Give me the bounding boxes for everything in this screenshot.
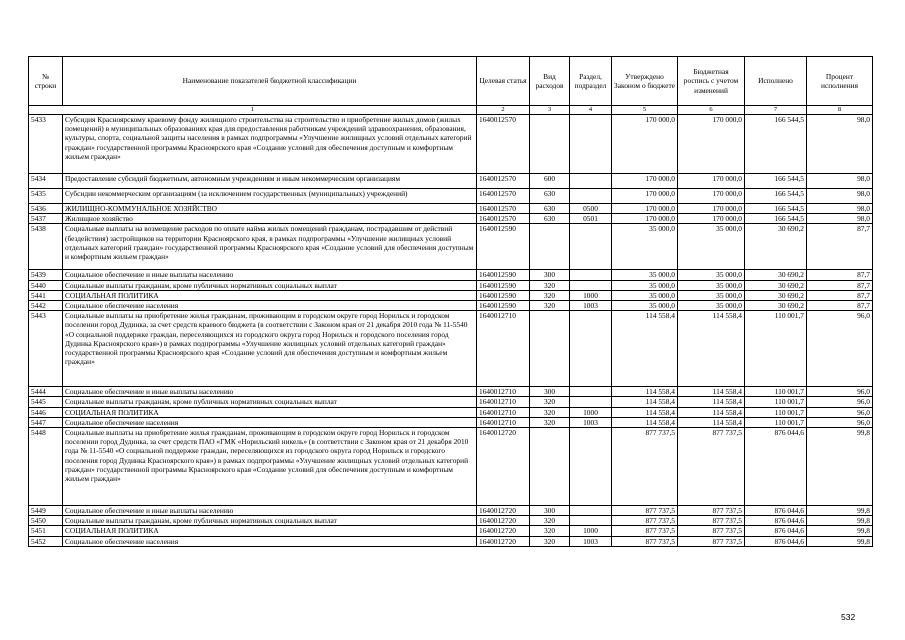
- header-name: Наименование показателей бюджетной классификации: [63, 57, 477, 106]
- expense-type-cell: 600: [530, 174, 570, 189]
- header-approved: Утверждено Законом о бюджете: [612, 57, 678, 106]
- header-section: Раздел, подраздел: [570, 57, 612, 106]
- table-row: [29, 536, 873, 546]
- approved-cell: 877 737,5: [612, 506, 678, 516]
- executed-cell: 30 690,2: [745, 301, 807, 311]
- expense-type-cell: [530, 224, 570, 270]
- expense-type-cell: 320: [530, 397, 570, 407]
- section-cell: 1003: [570, 417, 612, 427]
- column-number: 2: [477, 106, 530, 115]
- row-num-cell: 5433: [29, 115, 63, 174]
- section-cell: [570, 428, 612, 506]
- section-cell: [570, 280, 612, 290]
- target-cell: 1640012710: [477, 397, 530, 407]
- target-cell: 1640012570: [477, 115, 530, 174]
- percent-cell: 98,0: [807, 174, 873, 189]
- budget-cell: 114 558,4: [678, 407, 745, 417]
- table-row: [29, 428, 873, 506]
- expense-type-cell: 630: [530, 189, 570, 204]
- executed-cell: 110 001,7: [745, 311, 807, 387]
- row-num-cell: 5439: [29, 270, 63, 280]
- target-cell: 1640012590: [477, 290, 530, 300]
- section-cell: [570, 174, 612, 189]
- percent-cell: 98,0: [807, 189, 873, 204]
- executed-cell: 110 001,7: [745, 407, 807, 417]
- name-cell: Социальное обеспечение населения: [63, 301, 477, 311]
- executed-cell: 876 044,6: [745, 428, 807, 506]
- column-number: 1: [29, 106, 477, 115]
- table-row: [29, 174, 873, 189]
- name-cell: ЖИЛИЩНО-КОММУНАЛЬНОЕ ХОЗЯЙСТВО: [63, 204, 477, 214]
- row-num-cell: 5443: [29, 311, 63, 387]
- expense-type-cell: 320: [530, 407, 570, 417]
- executed-cell: 876 044,6: [745, 526, 807, 536]
- name-cell: Социальные выплаты на возмещение расходов по оплате найма жилых помещений гражданам, пострадавшим от действий (бездействия) застройщиков на территории Красноярского края, в рамках подпрограммы «Улучшение жилищных условий отдельных категорий граждан» государственной программы Красноярского края «Создание условий для обеспечения доступным и комфортным жильем граждан»: [63, 224, 477, 270]
- percent-cell: 96,0: [807, 311, 873, 387]
- expense-type-cell: 300: [530, 506, 570, 516]
- expense-type-cell: 320: [530, 417, 570, 427]
- section-cell: [570, 397, 612, 407]
- executed-cell: 110 001,7: [745, 397, 807, 407]
- name-cell: Социальное обеспечение и иные выплаты населению: [63, 506, 477, 516]
- percent-cell: 96,0: [807, 397, 873, 407]
- section-cell: [570, 270, 612, 280]
- table-row: [29, 417, 873, 427]
- expense-type-cell: 320: [530, 301, 570, 311]
- approved-cell: 35 000,0: [612, 224, 678, 270]
- column-number-row: [29, 106, 873, 115]
- name-cell: СОЦИАЛЬНАЯ ПОЛИТИКА: [63, 290, 477, 300]
- row-num-cell: 5451: [29, 526, 63, 536]
- target-cell: 1640012710: [477, 417, 530, 427]
- approved-cell: 35 000,0: [612, 301, 678, 311]
- approved-cell: 114 558,4: [612, 387, 678, 397]
- percent-cell: 96,0: [807, 407, 873, 417]
- budget-cell: 35 000,0: [678, 301, 745, 311]
- row-num-cell: 5442: [29, 301, 63, 311]
- name-cell: Субсидия Красноярскому краевому фонду жилищного строительства на строительство и приобретение жилых домов (жилых помещений) в муниципальных образованиях края для предоставления работникам учреждений здравоохранения, образования, культуры, спорта, социальной защиты населения в рамках подпрограммы «Улучшение жилищных условий отдельных категорий граждан» государственной программы Красноярского края «Создание условий для обеспечения доступным и комфортным жильем граждан»: [63, 115, 477, 174]
- table-row: [29, 224, 873, 270]
- expense-type-cell: 320: [530, 516, 570, 526]
- target-cell: 1640012590: [477, 301, 530, 311]
- budget-cell: 877 737,5: [678, 526, 745, 536]
- name-cell: Социальное обеспечение и иные выплаты населению: [63, 387, 477, 397]
- row-num-cell: 5435: [29, 189, 63, 204]
- table-row: [29, 115, 873, 174]
- approved-cell: 114 558,4: [612, 417, 678, 427]
- percent-cell: 99,8: [807, 536, 873, 546]
- percent-cell: 96,0: [807, 387, 873, 397]
- expense-type-cell: [530, 428, 570, 506]
- table-row: [29, 214, 873, 224]
- percent-cell: 87,7: [807, 290, 873, 300]
- percent-cell: 99,8: [807, 506, 873, 516]
- target-cell: 1640012710: [477, 311, 530, 387]
- row-num-cell: 5437: [29, 214, 63, 224]
- table-row: [29, 189, 873, 204]
- table-row: [29, 526, 873, 536]
- name-cell: Социальные выплаты гражданам, кроме публичных нормативных социальных выплат: [63, 516, 477, 526]
- budget-cell: 170 000,0: [678, 214, 745, 224]
- percent-cell: 87,7: [807, 301, 873, 311]
- percent-cell: 99,8: [807, 428, 873, 506]
- column-number: 4: [570, 106, 612, 115]
- row-num-cell: 5445: [29, 397, 63, 407]
- approved-cell: 35 000,0: [612, 270, 678, 280]
- budget-table: [28, 56, 873, 547]
- budget-cell: 877 737,5: [678, 516, 745, 526]
- executed-cell: 876 044,6: [745, 536, 807, 546]
- target-cell: 1640012720: [477, 516, 530, 526]
- percent-cell: 98,0: [807, 204, 873, 214]
- table-row: [29, 270, 873, 280]
- executed-cell: 30 690,2: [745, 290, 807, 300]
- column-number: 6: [678, 106, 745, 115]
- target-cell: 1640012710: [477, 387, 530, 397]
- budget-cell: 35 000,0: [678, 224, 745, 270]
- page-number: 532: [841, 612, 856, 622]
- name-cell: СОЦИАЛЬНАЯ ПОЛИТИКА: [63, 526, 477, 536]
- section-cell: 1003: [570, 536, 612, 546]
- target-cell: 1640012570: [477, 189, 530, 204]
- target-cell: 1640012590: [477, 270, 530, 280]
- row-num-cell: 5449: [29, 506, 63, 516]
- section-cell: 0501: [570, 214, 612, 224]
- executed-cell: 876 044,6: [745, 516, 807, 526]
- budget-cell: 114 558,4: [678, 387, 745, 397]
- expense-type-cell: [530, 311, 570, 387]
- budget-cell: 35 000,0: [678, 280, 745, 290]
- name-cell: СОЦИАЛЬНАЯ ПОЛИТИКА: [63, 407, 477, 417]
- expense-type-cell: 630: [530, 214, 570, 224]
- name-cell: Социальное обеспечение населения: [63, 536, 477, 546]
- table-row: [29, 407, 873, 417]
- approved-cell: 114 558,4: [612, 397, 678, 407]
- expense-type-cell: [530, 115, 570, 174]
- row-num-cell: 5450: [29, 516, 63, 526]
- expense-type-cell: 320: [530, 290, 570, 300]
- section-cell: 0500: [570, 204, 612, 214]
- percent-cell: 87,7: [807, 224, 873, 270]
- budget-cell: 170 000,0: [678, 115, 745, 174]
- executed-cell: 166 544,5: [745, 174, 807, 189]
- budget-cell: 35 000,0: [678, 290, 745, 300]
- section-cell: [570, 506, 612, 516]
- target-cell: 1640012720: [477, 506, 530, 516]
- percent-cell: 87,7: [807, 280, 873, 290]
- row-num-cell: 5440: [29, 280, 63, 290]
- table-row: [29, 204, 873, 214]
- executed-cell: 110 001,7: [745, 417, 807, 427]
- table-row: [29, 301, 873, 311]
- header-budget-list: Бюджетная роспись с учетом изменений: [678, 57, 745, 106]
- section-cell: [570, 115, 612, 174]
- row-num-cell: 5444: [29, 387, 63, 397]
- column-number: 5: [612, 106, 678, 115]
- executed-cell: 110 001,7: [745, 387, 807, 397]
- expense-type-cell: 320: [530, 526, 570, 536]
- row-num-cell: 5452: [29, 536, 63, 546]
- target-cell: 1640012590: [477, 224, 530, 270]
- section-cell: 1000: [570, 526, 612, 536]
- header-expense-type: Вид расходов: [530, 57, 570, 106]
- name-cell: Социальное обеспечение населения: [63, 417, 477, 427]
- budget-cell: 114 558,4: [678, 397, 745, 407]
- section-cell: 1003: [570, 301, 612, 311]
- approved-cell: 35 000,0: [612, 290, 678, 300]
- header-executed: Исполнено: [745, 57, 807, 106]
- table-row: [29, 311, 873, 387]
- approved-cell: 170 000,0: [612, 204, 678, 214]
- percent-cell: 99,8: [807, 526, 873, 536]
- target-cell: 1640012570: [477, 174, 530, 189]
- header-target: Целевая статья: [477, 57, 530, 106]
- name-cell: Жилищное хозяйство: [63, 214, 477, 224]
- section-cell: [570, 189, 612, 204]
- table-row: [29, 280, 873, 290]
- row-num-cell: 5446: [29, 407, 63, 417]
- approved-cell: 170 000,0: [612, 214, 678, 224]
- percent-cell: 87,7: [807, 270, 873, 280]
- budget-cell: 114 558,4: [678, 311, 745, 387]
- target-cell: 1640012720: [477, 536, 530, 546]
- header-row: [29, 57, 873, 106]
- target-cell: 1640012570: [477, 204, 530, 214]
- section-cell: [570, 516, 612, 526]
- budget-cell: 877 737,5: [678, 428, 745, 506]
- column-number: 3: [530, 106, 570, 115]
- name-cell: Социальное обеспечение и иные выплаты населению: [63, 270, 477, 280]
- row-num-cell: 5436: [29, 204, 63, 214]
- name-cell: Предоставление субсидий бюджетным, автономным учреждениям и иным некоммерческим организациям: [63, 174, 477, 189]
- name-cell: Социальные выплаты на приобретение жилья гражданам, проживающим в городском округе город Норильск и городском поселении город Дудинка, за счет средств ПАО «ГМК «Норильский никель» (в соответствии с Законом края от 21 декабря 2010 года № 11-5540 «О социальной поддержке граждан, переселяющихся из городского округа город Норильск и городского поселения город Дудинка Красноярского края») в рамках подпрограммы «Улучшение жилищных условий отдельных категорий граждан» государственной программы Красноярского края «Создание условий для обеспечения доступным и комфортным жильем граждан»: [63, 428, 477, 506]
- name-cell: Субсидии некоммерческим организациям (за исключением государственных (муниципальных) учреждений): [63, 189, 477, 204]
- name-cell: Социальные выплаты гражданам, кроме публичных нормативных социальных выплат: [63, 280, 477, 290]
- target-cell: 1640012570: [477, 214, 530, 224]
- approved-cell: 877 737,5: [612, 536, 678, 546]
- budget-cell: 35 000,0: [678, 270, 745, 280]
- row-num-cell: 5448: [29, 428, 63, 506]
- expense-type-cell: 320: [530, 536, 570, 546]
- approved-cell: 170 000,0: [612, 115, 678, 174]
- budget-cell: 877 737,5: [678, 506, 745, 516]
- executed-cell: 166 544,5: [745, 115, 807, 174]
- approved-cell: 877 737,5: [612, 516, 678, 526]
- header-row-num: № строки: [29, 57, 63, 106]
- section-cell: [570, 387, 612, 397]
- executed-cell: 166 544,5: [745, 189, 807, 204]
- budget-cell: 170 000,0: [678, 189, 745, 204]
- approved-cell: 877 737,5: [612, 526, 678, 536]
- table-row: [29, 387, 873, 397]
- target-cell: 1640012590: [477, 280, 530, 290]
- column-number: 7: [745, 106, 807, 115]
- percent-cell: 99,8: [807, 516, 873, 526]
- percent-cell: 98,0: [807, 214, 873, 224]
- section-cell: 1000: [570, 407, 612, 417]
- percent-cell: 98,0: [807, 115, 873, 174]
- section-cell: [570, 311, 612, 387]
- target-cell: 1640012720: [477, 526, 530, 536]
- target-cell: 1640012710: [477, 407, 530, 417]
- executed-cell: 30 690,2: [745, 270, 807, 280]
- percent-cell: 96,0: [807, 417, 873, 427]
- executed-cell: 166 544,5: [745, 214, 807, 224]
- approved-cell: 35 000,0: [612, 280, 678, 290]
- approved-cell: 170 000,0: [612, 174, 678, 189]
- column-number: 8: [807, 106, 873, 115]
- table-row: [29, 516, 873, 526]
- approved-cell: 114 558,4: [612, 407, 678, 417]
- budget-cell: 114 558,4: [678, 417, 745, 427]
- header-percent: Процент исполнения: [807, 57, 873, 106]
- row-num-cell: 5447: [29, 417, 63, 427]
- budget-cell: 170 000,0: [678, 174, 745, 189]
- expense-type-cell: 300: [530, 270, 570, 280]
- table-row: [29, 506, 873, 516]
- budget-cell: 170 000,0: [678, 204, 745, 214]
- target-cell: 1640012720: [477, 428, 530, 506]
- section-cell: [570, 224, 612, 270]
- expense-type-cell: 300: [530, 387, 570, 397]
- expense-type-cell: 320: [530, 280, 570, 290]
- executed-cell: 876 044,6: [745, 506, 807, 516]
- table-row: [29, 397, 873, 407]
- name-cell: Социальные выплаты на приобретение жилья гражданам, проживающим в городском округе город Норильск и городском поселении город Дудинка, за счет средств краевого бюджета (в соответствии с Законом края от 21 декабря 2010 года № 11-5540 «О социальной поддержке граждан, переселяющихся из городского округа город Норильск и городского поселения город Дудинка Красноярского края») в рамках подпрограммы «Улучшение жилищных условий отдельных категорий граждан» государственной программы Красноярского края «Создание условий для обеспечения доступным и комфортным жильем граждан»: [63, 311, 477, 387]
- approved-cell: 170 000,0: [612, 189, 678, 204]
- budget-cell: 877 737,5: [678, 536, 745, 546]
- approved-cell: 114 558,4: [612, 311, 678, 387]
- executed-cell: 30 690,2: [745, 280, 807, 290]
- table-row: [29, 290, 873, 300]
- section-cell: 1000: [570, 290, 612, 300]
- name-cell: Социальные выплаты гражданам, кроме публичных нормативных социальных выплат: [63, 397, 477, 407]
- expense-type-cell: 630: [530, 204, 570, 214]
- row-num-cell: 5438: [29, 224, 63, 270]
- row-num-cell: 5441: [29, 290, 63, 300]
- row-num-cell: 5434: [29, 174, 63, 189]
- executed-cell: 166 544,5: [745, 204, 807, 214]
- executed-cell: 30 690,2: [745, 224, 807, 270]
- approved-cell: 877 737,5: [612, 428, 678, 506]
